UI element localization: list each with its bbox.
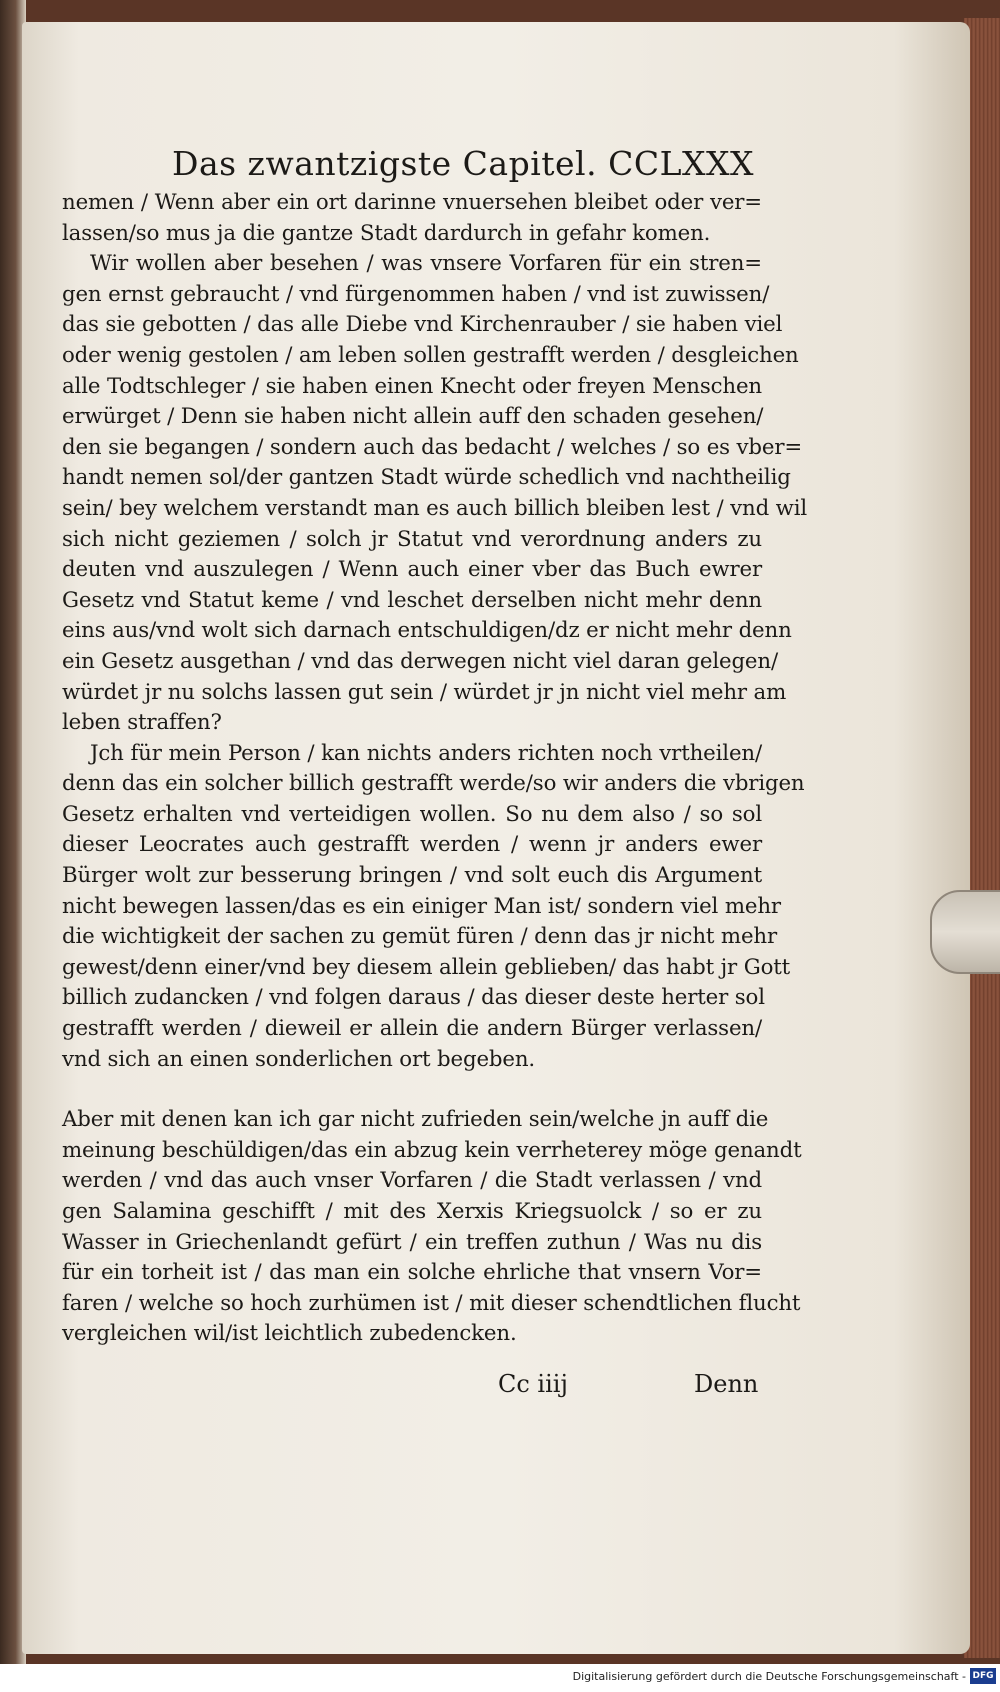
text-line: gestrafft werden / dieweil er allein die andern Bürger verlassen/ [62,1016,762,1042]
text-line: gen ernst gebraucht / vnd fürgenommen haben / vnd ist zuwissen/ [62,281,770,307]
text-line: denn das ein solcher billich gestrafft werde/so wir anders die vbrigen [62,771,805,797]
text-line: Gesetz vnd Statut keme / vnd leschet derselben nicht mehr denn [62,587,762,613]
text-line: oder wenig gestolen / am leben sollen gestrafft werden / desgleichen [62,342,799,368]
text-line: sein/ bey welchem verstandt man es auch billich bleiben lest / vnd wil [62,495,808,521]
text-line: das sie gebotten / das alle Diebe vnd Kirchenrauber / sie haben viel [62,312,783,338]
text-line: Gesetz erhalten vnd verteidigen wollen. So nu dem also / so sol [62,801,762,827]
text-line: Jch für mein Person / kan nichts anders richten noch vrtheilen/ [90,740,762,766]
book-clasp [930,890,1000,974]
catchword: Denn [694,1370,759,1398]
paragraph-gap [62,1075,762,1105]
funding-credit: Digitalisierung gefördert durch die Deutsche Forschungsgemeinschaft - [572,1670,966,1683]
text-line: nicht bewegen lassen/das es ein einiger Man ist/ sondern viel mehr [62,893,781,919]
body-text [62,188,808,1350]
text-line: ein Gesetz ausgethan / vnd das derwegen nicht viel daran gelegen/ [62,648,778,674]
text-line: Bürger wolt zur besserung bringen / vnd solt euch dis Argument [62,863,762,889]
text-line: lassen/so mus ja die gantze Stadt dardurch in gefahr komen. [62,220,711,246]
text-line: gewest/denn einer/vnd bey diesem allein geblieben/ das habt jr Gott [62,954,791,980]
text-line: nemen / Wenn aber ein ort darinne vnuersehen bleibet oder ver= [62,190,762,215]
text-line: faren / welche so hoch zurhümen ist / mit dieser schendtlichen flucht [62,1290,801,1316]
text-line: für ein torheit ist / das man ein solche ehrliche that vnsern Vor= [62,1260,762,1286]
text-line: werden / vnd das auch vnser Vorfaren / die Stadt verlassen / vnd [62,1168,762,1194]
text-line: vergleichen wil/ist leichtlich zubedencken. [62,1321,517,1347]
chapter-title: Das zwantzigste Capitel. [172,144,598,183]
dfg-logo-icon: DFG [970,1668,996,1684]
text-line: Wir wollen aber besehen / was vnsere Vorfaren für ein stren= [90,251,762,277]
page-text-block [62,142,808,1350]
text-line: den sie begangen / sondern auch das bedacht / welches / so es vber= [62,434,803,460]
text-line: eins aus/vnd wolt sich darnach entschuldigen/dz er nicht mehr denn [62,618,792,644]
text-line: Aber mit denen kan ich gar nicht zufrieden sein/welche jn auff die [62,1107,769,1133]
text-line: sich nicht geziemen / solch jr Statut vnd verordnung anders zu [62,526,762,552]
text-line: deuten vnd auszulegen / Wenn auch einer vber das Buch ewrer [62,557,762,583]
text-line: die wichtigkeit der sachen zu gemüt füren / denn das jr nicht mehr [62,924,778,950]
text-line: erwürget / Denn sie haben nicht allein auff den schaden gesehen/ [62,404,764,430]
text-line: Wasser in Griechenlandt gefürt / ein treffen zuthun / Was nu dis [62,1229,762,1255]
text-line: handt nemen sol/der gantzen Stadt würde schedlich vnd nachtheilig [62,465,791,491]
signature-mark: Cc iiij [498,1370,568,1398]
text-line: vnd sich an einen sonderlichen ort begeben. [62,1046,536,1072]
text-line: alle Todtschleger / sie haben einen Knecht oder freyen Menschen [62,373,762,399]
text-line: würdet jr nu solchs lassen gut sein / würdet jr jn nicht viel mehr am [62,679,787,705]
text-line: billich zudancken / vnd folgen daraus / das dieser deste herter sol [62,985,765,1011]
text-line: meinung beschüldigen/das ein abzug kein verrheterey möge genandt [62,1137,802,1163]
running-header [172,142,754,186]
text-line: gen Salamina geschifft / mit des Xerxis Kriegsuolck / so er zu [62,1199,762,1224]
folio-number: CCLXXX [608,144,754,183]
text-line: dieser Leocrates auch gestrafft werden / wenn jr anders ewer [62,832,762,858]
text-line: leben straffen? [62,710,222,736]
